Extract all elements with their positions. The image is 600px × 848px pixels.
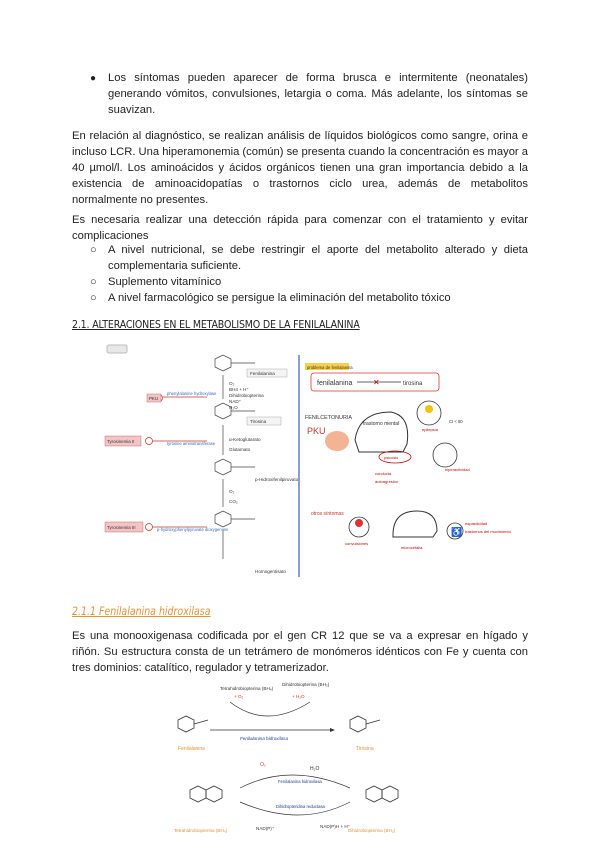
pku-brain-icon — [325, 431, 349, 451]
bottom-espasticidad: espasticidad — [465, 521, 488, 526]
item-autoagresion: autoagresión — [375, 479, 399, 484]
cofactor: H₂O — [229, 405, 238, 410]
phe-structure — [178, 716, 380, 732]
disorder-pku: PKU — [149, 396, 159, 401]
paragraph-deteccion: Es necesaria realizar una detección rápida para comenzar con el tratamiento y evitar complicaciones — [72, 214, 528, 242]
label-o2b: O₂ — [260, 762, 266, 768]
figure-pah-svg — [170, 680, 430, 838]
paragraph-diagnostico: En relación al diagnóstico, se realizan análisis de líquidos biológicos como sangre, orina e incluso LCR. Una hiperamonemia (común) se presenta cuando la concentración es mayor a 40 µmol/l. Los aminoácidos y ácidos orgánicos tienen una gran importancia debido a la existencia de aminoacidopatías o trastornos ciclo urea, además de metabolitos normalmente no presentes. — [72, 130, 528, 206]
label-h2o: + H₂O — [292, 694, 305, 699]
figure-tab-icon — [107, 345, 127, 353]
label-enzyme2: Fenilalanina hidroxilasa — [278, 779, 322, 784]
hyperactivity-icon — [433, 443, 457, 467]
figure-phenylalanine-svg — [105, 345, 511, 577]
item-ci: CI < 50 — [449, 419, 463, 424]
label-hidroxifenilpiruvato: p-Hidroxifenilpiruvato — [255, 477, 299, 482]
figure-phenylalanine-metabolism — [105, 345, 511, 577]
subsection-heading: 2.1.1 Fenilalanina hidroxilasa — [72, 604, 211, 618]
top-label: problema de fenilalanina — [307, 365, 353, 370]
svg-text:♿: ♿ — [451, 527, 463, 537]
enzyme-pah: phenylalanine hydroxylase — [167, 391, 217, 396]
label-homogentisato: Homogentisato — [255, 569, 286, 574]
sub-bullet: ○ — [90, 292, 97, 304]
sub-item-vitaminico: Suplemento vitamínico — [108, 276, 222, 288]
label-bh4: Tetrahidrobiopterina (BH₄) — [220, 686, 274, 691]
bullet-text: Los síntomas pueden aparecer de forma brusca e intermitente (neonatales) generando vómitos, convulsiones, letargia o coma. Más adelante, los síntomas se suavizan. — [108, 72, 528, 116]
sub-item-nutricional: A nivel nutricional, se debe restringir el aporte del metabolito alterado y dieta complementaria suficiente. — [108, 244, 528, 272]
bullet-dot: ● — [90, 73, 97, 84]
label-nadp: NAD(P)⁺ — [256, 826, 275, 831]
paragraph-pah: Es una monooxigenasa codificada por el gen CR 12 que se va a expresar en hígado y riñón. Su estructura consta de un tetrámero de monómeros idénticos con Fe y cuenta con tres dominios: catalítico, regulador y tetramerizador. — [72, 630, 528, 674]
cofactor: α-Ketoglutarato — [229, 437, 261, 442]
arc-arrow — [230, 702, 310, 716]
sub-item-farmacologico: A nivel farmacológico se persigue la eliminación del metabolito tóxico — [108, 292, 451, 304]
item-hiperactividad: hiperactividad — [445, 467, 470, 472]
label-reductase: Dihidropteridina reductasa — [276, 804, 325, 809]
enzyme-tat: tyrosine aminotransferase — [167, 441, 216, 446]
label-fenilalanina: Fenilalanina — [250, 371, 275, 376]
bottom-movimiento: trastornos del movimiento — [465, 529, 511, 534]
box-fenilalanina: fenilalanina — [317, 380, 353, 387]
disorder-tyr3: Tyrosinemia III — [107, 525, 136, 530]
label-tirosina: Tirosina — [250, 419, 267, 424]
bottom-convulsiones: convulsiones — [345, 541, 369, 546]
sub-bullet: ○ — [90, 244, 97, 256]
label-bottom-left: Tetrahidrobiopterina (BH₄) — [174, 828, 228, 833]
enzyme-hppd: p-hydroxyphenylpyruvate dioxygenase — [157, 527, 229, 532]
cofactor: CO₂ — [229, 499, 238, 504]
cofactor: NAD⁺ — [229, 399, 242, 404]
cofactor: O₂ — [229, 489, 235, 494]
sub-bullet: ○ — [90, 276, 97, 288]
bottom-microcefalia: microcefalia — [401, 545, 423, 550]
box-tirosina: tirosina — [403, 381, 423, 387]
label-bh2: Dihidrobiopterina (BH₂) — [282, 682, 330, 687]
label-nadph: NAD(P)H + H⁺ — [320, 824, 351, 829]
cofactor: Dihidrobiopterina — [229, 393, 264, 398]
label-bottom-right: Dihidrobiopterina (BH₂) — [348, 828, 396, 833]
item-psicosis: psicosis — [384, 455, 399, 460]
pku-big: PKU — [307, 426, 326, 436]
pku-title: FENILCETONURIA — [305, 415, 352, 421]
disorder-tyr2: Tyrosinemia II — [107, 439, 135, 444]
label-enzyme: Fenilalanina hidroxilasa — [240, 736, 289, 741]
item-conducta: conducta — [375, 471, 392, 476]
center-label: trastorno mental — [363, 421, 400, 427]
other-symptoms: otros síntomas — [311, 511, 344, 517]
item-epilepsia: epilepsia — [422, 427, 438, 432]
cofactor: Glutamato — [229, 447, 251, 452]
label-h2ob: H₂O — [310, 766, 320, 772]
section-heading: 2.1. ALTERACIONES EN EL METABOLISMO DE LA FENILALANINA — [72, 318, 360, 331]
block-x-icon: ✕ — [373, 378, 380, 387]
label-o2: + O₂ — [234, 694, 244, 699]
cofactor: O₂ — [229, 381, 235, 386]
cofactor: BH4 + H⁺ — [229, 387, 249, 392]
label-substrate: Fenilalanina — [178, 746, 205, 752]
pterin-structures — [190, 786, 398, 802]
label-product: Tirosina — [356, 746, 374, 752]
figure-pah-reaction — [170, 680, 430, 838]
